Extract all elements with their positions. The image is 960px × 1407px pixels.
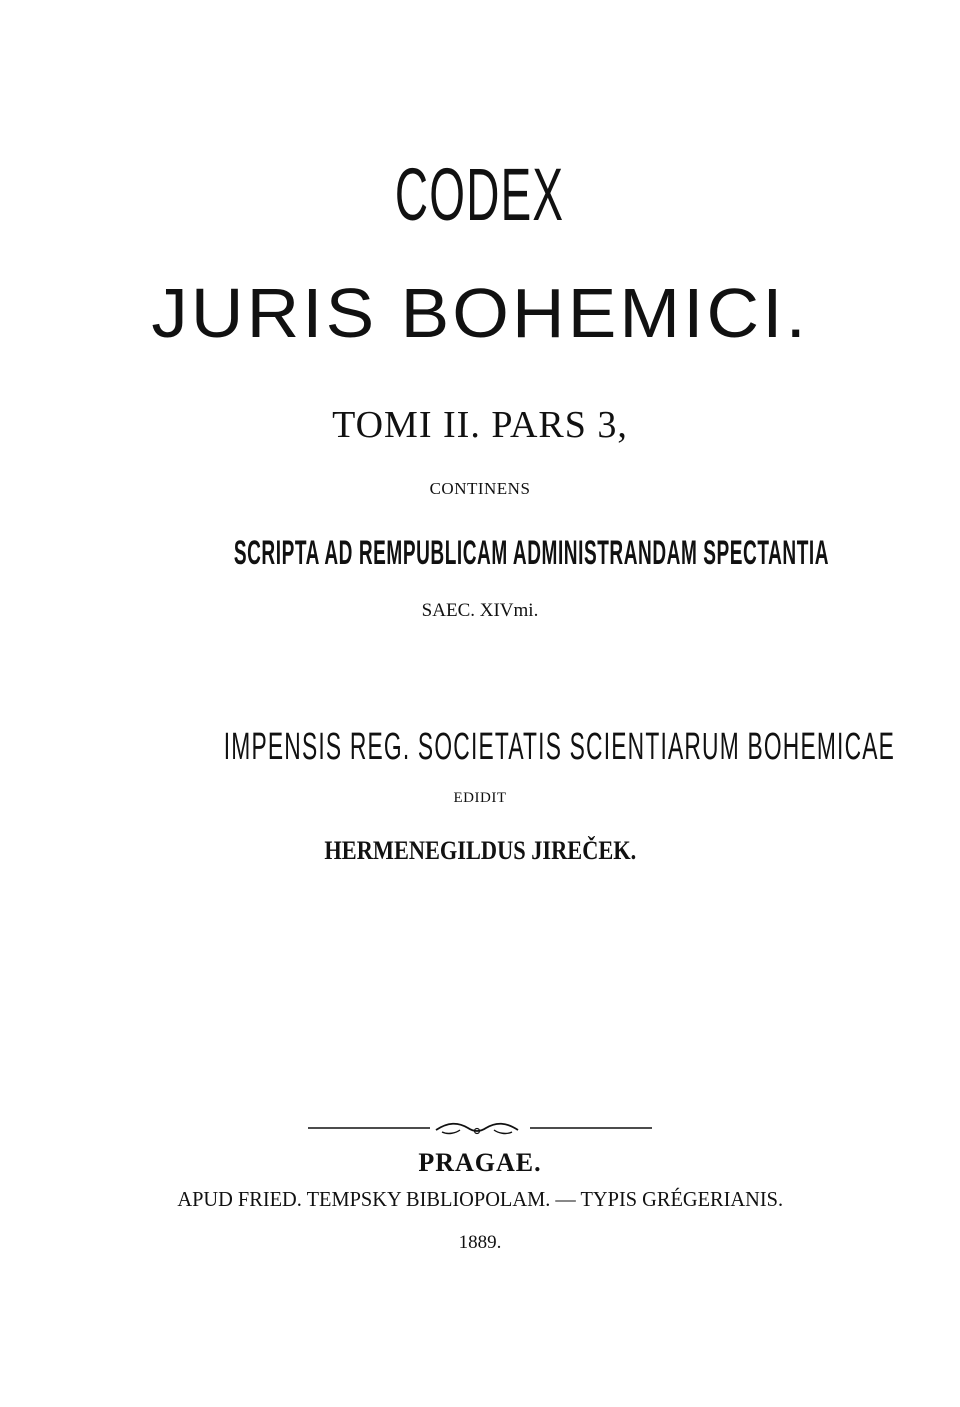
imprint-place: PRAGAE. — [418, 1148, 542, 1177]
century-line: SAEC. XIVmi. — [421, 600, 539, 621]
imprint-publisher: APUD FRIED. TEMPSKY BIBLIOPOLAM. — TYPIS GRÉGERIANIS. — [177, 1187, 783, 1211]
subject-line: SCRIPTA AD REMPUBLICAM ADMINISTRANDAM SPECTANTIA — [233, 534, 830, 572]
editor-name: HERMENEGILDUS JIREČEK. — [324, 836, 636, 865]
continens-label: CONTINENS — [429, 479, 531, 498]
title-line-2: JURIS BOHEMICI. — [151, 274, 809, 352]
imprint-year: 1889. — [458, 1232, 502, 1253]
sponsor-line: IMPENSIS REG. SOCIETATIS SCIENTIARUM BOHEMICAE — [223, 726, 896, 768]
volume-part: TOMI II. PARS 3, — [332, 404, 628, 446]
edidit-label: EDIDIT — [453, 790, 507, 806]
title-line-1: CODEX — [395, 153, 565, 236]
ornamental-rule — [308, 1118, 652, 1140]
